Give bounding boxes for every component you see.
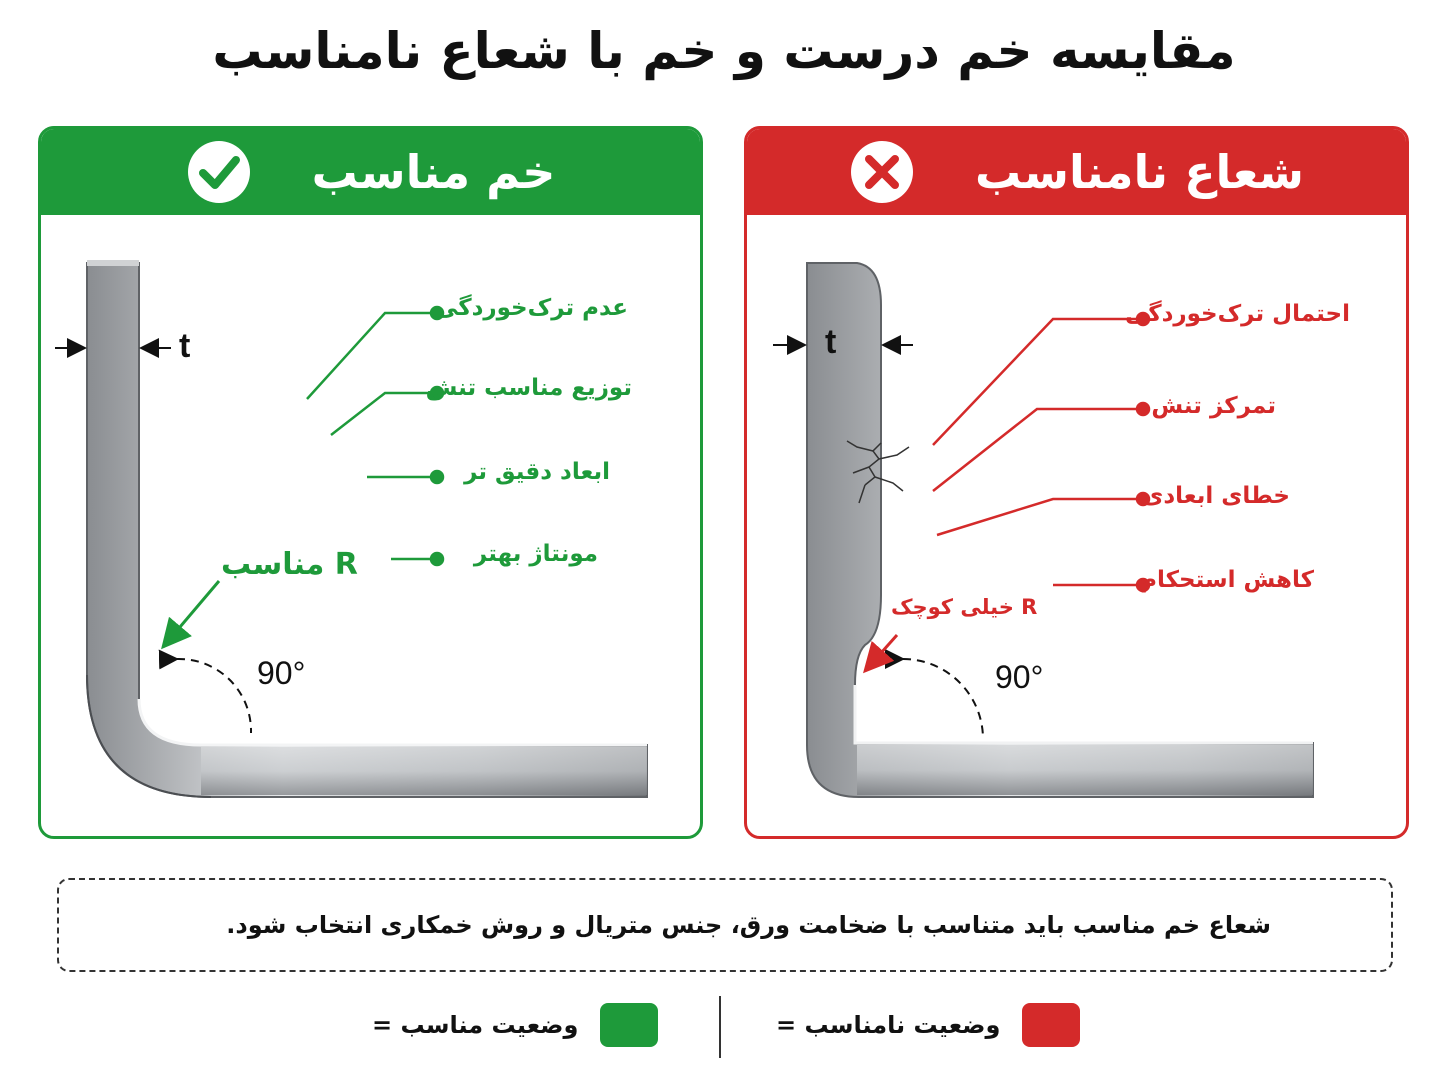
bad-feature-3: خطای ابعادی bbox=[1142, 483, 1290, 509]
x-circle-icon bbox=[849, 139, 915, 205]
good-feature-4: مونتاژ بهتر bbox=[473, 541, 598, 567]
legend-divider bbox=[719, 996, 721, 1058]
good-radius-label: R مناسب bbox=[221, 547, 358, 582]
legend-good bbox=[372, 1000, 658, 1050]
bad-feature-2: تمرکز تنش bbox=[1151, 393, 1276, 419]
good-feature-1: عدم ترک‌خوردگی bbox=[434, 295, 628, 321]
good-angle-label: 90° bbox=[257, 655, 306, 691]
legend-bad bbox=[776, 1000, 1080, 1050]
good-thickness-label: t bbox=[179, 327, 191, 365]
guidance-note-text: شعاع خم مناسب باید متناسب با ضخامت ورق، جنس متریال و روش خمکاری انتخاب شود. bbox=[226, 911, 1271, 939]
bad-radius-panel bbox=[744, 126, 1409, 839]
bad-leader-lines bbox=[933, 313, 1149, 591]
legend-bad-swatch bbox=[1022, 1003, 1080, 1047]
good-bent-bar bbox=[87, 263, 647, 797]
good-panel-heading: خم مناسب bbox=[311, 145, 556, 199]
bad-bent-bar bbox=[807, 263, 1313, 797]
bad-feature-4: کاهش استحکام bbox=[1140, 567, 1314, 593]
good-feature-2: توزیع مناسب تنش bbox=[425, 375, 632, 401]
good-panel-header bbox=[41, 129, 700, 215]
bad-thickness-label: t bbox=[825, 323, 837, 361]
bad-panel-header bbox=[747, 129, 1406, 215]
bad-radius-label: R خیلی کوچک bbox=[891, 595, 1038, 619]
guidance-note bbox=[57, 878, 1393, 972]
good-bend-panel bbox=[38, 126, 703, 839]
legend-good-label: وضعیت مناسب = bbox=[372, 1011, 579, 1039]
bad-feature-1: احتمال ترک‌خوردگی bbox=[1124, 301, 1350, 327]
good-leader-lines bbox=[307, 307, 443, 565]
page-title: مقایسه خم درست و خم با شعاع نامناسب bbox=[212, 22, 1236, 80]
bad-panel-heading: شعاع نامناسب bbox=[975, 145, 1304, 199]
bad-angle-label: 90° bbox=[995, 659, 1044, 695]
legend-bad-label: وضعیت نامناسب = bbox=[776, 1011, 1001, 1039]
good-feature-3: ابعاد دقیق تر bbox=[464, 459, 610, 485]
legend-good-swatch bbox=[600, 1003, 658, 1047]
check-circle-icon bbox=[186, 139, 252, 205]
